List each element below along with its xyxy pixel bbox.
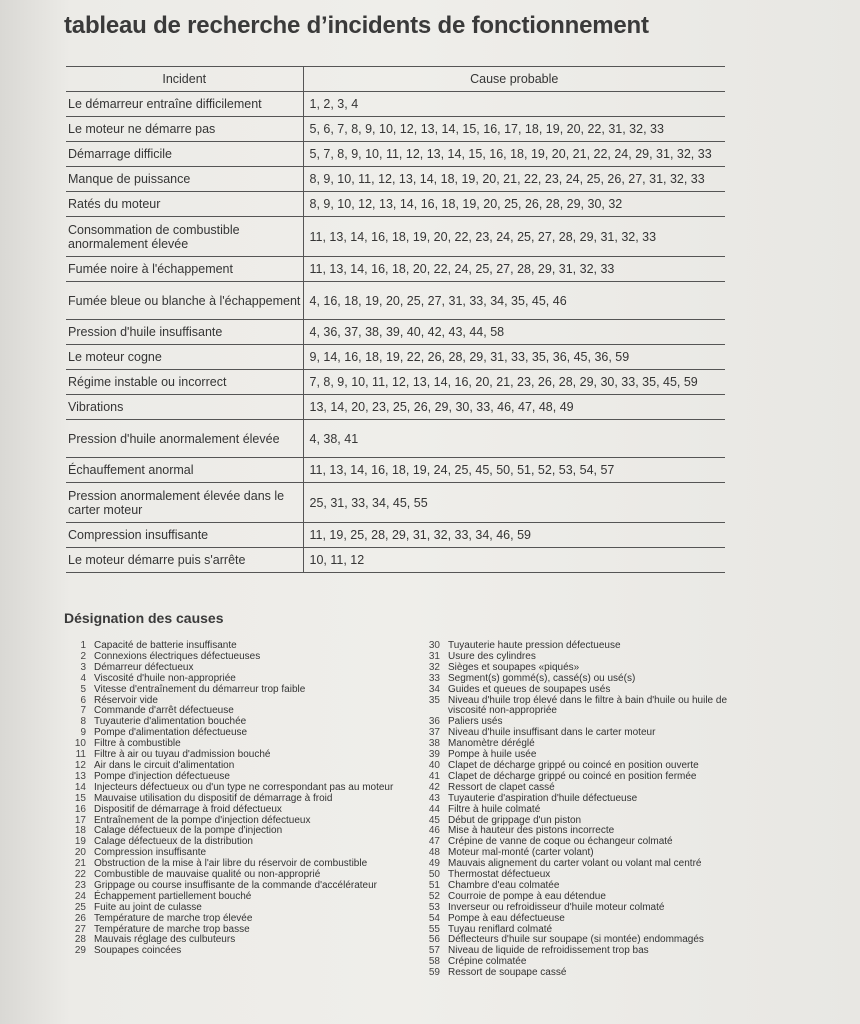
cause-text: Crépine colmatée [448,956,527,968]
cause-text: Démarreur défectueux [94,661,194,673]
cause-text: Capacité de batterie insuffisante [94,640,237,651]
cause-number: 52 [428,890,440,902]
cause-number: 40 [428,759,440,771]
incident-cell: Consommation de combustible anormalement élevée [66,217,303,257]
list-item [64,914,394,925]
cause-text: Grippage ou course insuffisante de la commande d'accélérateur [94,879,378,891]
cause-number: 34 [428,683,440,695]
cause-text: Mauvais réglage des culbuteurs [94,934,236,946]
cause-text: Connexions électriques défectueuses [94,650,261,662]
cause-text: Ressort de soupape cassé [448,967,567,979]
cause-cell: 11, 19, 25, 28, 29, 31, 32, 33, 34, 46, 59 [303,523,725,548]
incident-cell: Le moteur ne démarre pas [66,117,303,142]
cause-number: 36 [428,716,440,728]
cause-number: 48 [428,847,440,859]
cause-text: Niveau de liquide de refroidissement trop bas [448,945,649,957]
cause-text: Obstruction de la mise à l'air libre du réservoir de combustible [94,858,368,870]
cause-text: Guides et queues de soupapes usés [448,683,611,695]
incident-cell: Compression insuffisante [66,523,303,548]
cause-text: Tuyau reniflard colmaté [448,923,553,935]
cause-cell: 7, 8, 9, 10, 11, 12, 13, 14, 16, 20, 21, 23, 26, 28, 29, 30, 33, 35, 45, 59 [303,370,725,395]
cause-text: Vitesse d'entraînement du démarreur trop faible [94,683,306,695]
cause-number: 27 [74,923,86,935]
cause-number: 1 [80,640,86,651]
cause-cell: 10, 11, 12 [303,548,725,573]
list-item [64,946,394,957]
cause-cell: 9, 14, 16, 18, 19, 22, 26, 28, 29, 31, 33, 35, 36, 45, 36, 59 [303,345,725,370]
cause-number: 37 [428,727,440,739]
cause-number: 29 [74,945,86,957]
cause-number: 12 [74,759,86,771]
cause-text: Début de grippage d'un piston [448,814,582,826]
cause-number: 7 [80,705,86,717]
cause-cell: 8, 9, 10, 11, 12, 13, 14, 18, 19, 20, 21, 22, 23, 24, 25, 26, 27, 31, 32, 33 [303,167,725,192]
cause-number: 6 [80,694,86,706]
cause-number: 43 [428,792,440,804]
cause-text: Calage défectueux de la pompe d'injection [94,825,283,837]
cause-number: 33 [428,672,440,684]
cause-number: 57 [428,945,440,957]
list-item [418,674,748,685]
incident-cell: Le moteur démarre puis s'arrête [66,548,303,573]
cause-text: Crépine de vanne de coque ou échangeur colmaté [448,836,673,848]
table-row [66,483,725,523]
cause-text: Pompe à eau défectueuse [448,912,565,924]
cause-text: Mise à hauteur des pistons incorrecte [448,825,615,837]
incident-cell: Fumée noire à l'échappement [66,257,303,282]
cause-number: 8 [80,716,86,728]
cause-number: 47 [428,836,440,848]
table-row [66,370,725,395]
incident-cell: Pression d'huile anormalement élevée [66,420,303,458]
list-item [64,794,394,805]
cause-text: Compression insuffisante [94,847,207,859]
table-row [66,458,725,483]
incident-cell: Manque de puissance [66,167,303,192]
incident-cell: Ratés du moteur [66,192,303,217]
cause-text: Thermostat défectueux [448,869,551,881]
cause-cell: 4, 16, 18, 19, 20, 25, 27, 31, 33, 34, 35, 45, 46 [303,282,725,320]
cause-text: Tuyauterie haute pression défectueuse [448,640,621,651]
incident-cell: Échauffement anormal [66,458,303,483]
cause-number: 58 [428,956,440,968]
cause-text: Commande d'arrêt défectueuse [94,705,234,717]
table-header-row [66,67,725,92]
table-row [66,395,725,420]
cause-text: Entraînement de la pompe d'injection défectueux [94,814,311,826]
cause-text: Moteur mal-monté (carter volant) [448,847,594,859]
cause-text: Filtre à air ou tuyau d'admission bouché [94,749,271,761]
cause-cell: 4, 38, 41 [303,420,725,458]
header-incident: Incident [66,67,303,92]
cause-cell: 11, 13, 14, 16, 18, 19, 20, 22, 23, 24, 25, 27, 28, 29, 31, 32, 33 [303,217,725,257]
cause-text: Mauvais alignement du carter volant ou volant mal centré [448,858,702,870]
list-item [64,805,394,816]
cause-text: Injecteurs défectueux ou d'un type ne correspondant pas au moteur [94,781,394,793]
page-title: tableau de recherche d’incidents de fonctionnement [64,12,649,39]
cause-number: 41 [428,770,440,782]
cause-number: 10 [74,738,86,750]
table-row [66,420,725,458]
table-row [66,320,725,345]
cause-number: 25 [74,901,86,913]
cause-text: Tuyauterie d'aspiration d'huile défectueuse [448,792,638,804]
incident-table [66,66,725,573]
incident-cell: Vibrations [66,395,303,420]
cause-text: Filtre à huile colmaté [448,803,541,815]
cause-number: 38 [428,738,440,750]
cause-number: 45 [428,814,440,826]
cause-cell: 11, 13, 14, 16, 18, 19, 24, 25, 45, 50, 51, 52, 53, 54, 57 [303,458,725,483]
table-row [66,523,725,548]
cause-cell: 11, 13, 14, 16, 18, 20, 22, 24, 25, 27, 28, 29, 31, 32, 33 [303,257,725,282]
cause-text: Segment(s) gommé(s), cassé(s) ou usé(s) [448,672,636,684]
incident-cell: Démarrage difficile [66,142,303,167]
table-row [66,142,725,167]
table-row [66,92,725,117]
table-row [66,345,725,370]
cause-text: Pompe d'alimentation défectueuse [94,727,248,739]
cause-number: 50 [428,869,440,881]
cause-number: 13 [74,770,86,782]
cause-cell: 5, 7, 8, 9, 10, 11, 12, 13, 14, 15, 16, 18, 19, 20, 21, 22, 24, 29, 31, 32, 33 [303,142,725,167]
cause-text: Calage défectueux de la distribution [94,836,253,848]
cause-text: Filtre à combustible [94,738,181,750]
cause-text: Température de marche trop basse [94,923,250,935]
cause-number: 42 [428,781,440,793]
table-row [66,257,725,282]
cause-cell: 1, 2, 3, 4 [303,92,725,117]
cause-text: Clapet de décharge grippé ou coincé en position fermée [448,770,697,782]
list-item [418,794,748,805]
cause-number: 46 [428,825,440,837]
cause-number: 11 [75,749,86,761]
table-row [66,117,725,142]
incident-cell: Pression anormalement élevée dans le carter moteur [66,483,303,523]
incident-cell: Le moteur cogne [66,345,303,370]
cause-number: 16 [74,803,86,815]
cause-number: 39 [428,749,440,761]
cause-text: Niveau d'huile trop élevé dans le filtre à bain d'huile ou huile de viscosité non-appropriée [448,694,728,717]
cause-number: 17 [74,814,86,826]
cause-number: 59 [428,967,440,979]
cause-text: Paliers usés [448,716,503,728]
cause-number: 53 [428,901,440,913]
cause-text: Courroie de pompe à eau détendue [448,890,606,902]
cause-cell: 8, 9, 10, 12, 13, 14, 16, 18, 19, 20, 25, 26, 28, 29, 30, 32 [303,192,725,217]
cause-number: 9 [80,727,86,739]
causes-section-title: Désignation des causes [64,610,224,626]
incident-cell: Le démarreur entraîne difficilement [66,92,303,117]
cause-text: Manomètre déréglé [448,738,535,750]
cause-number: 32 [428,661,440,673]
cause-text: Niveau d'huile insuffisant dans le carter moteur [448,727,656,739]
cause-number: 30 [428,640,440,651]
cause-text: Soupapes coincées [94,945,182,957]
cause-number: 15 [74,792,86,804]
list-item [418,968,748,979]
cause-number: 5 [80,683,86,695]
cause-text: Sièges et soupapes «piqués» [448,661,580,673]
cause-text: Dispositif de démarrage à froid défectueux [94,803,282,815]
table-row [66,167,725,192]
cause-text: Ressort de clapet cassé [448,781,555,793]
list-item [64,674,394,685]
cause-number: 4 [80,672,86,684]
table-row [66,548,725,573]
cause-text: Fuite au joint de culasse [94,901,202,913]
table-row [66,192,725,217]
cause-cell: 5, 6, 7, 8, 9, 10, 12, 13, 14, 15, 16, 17, 18, 19, 20, 22, 31, 32, 33 [303,117,725,142]
cause-cell: 4, 36, 37, 38, 39, 40, 42, 43, 44, 58 [303,320,725,345]
causes-list-left [64,641,394,957]
cause-text: Tuyauterie d'alimentation bouchée [94,716,247,728]
incident-cell: Fumée bleue ou blanche à l'échappement [66,282,303,320]
incident-cell: Régime instable ou incorrect [66,370,303,395]
cause-text: Combustible de mauvaise qualité ou non-approprié [94,869,321,881]
cause-text: Clapet de décharge grippé ou coincé en position ouverte [448,759,699,771]
cause-text: Échappement partiellement bouché [94,890,252,902]
cause-text: Déflecteurs d'huile sur soupape (si montée) endommagés [448,934,704,946]
cause-number: 35 [428,694,440,706]
cause-number: 44 [428,803,440,815]
cause-text: Usure des cylindres [448,650,536,662]
cause-number: 19 [74,836,86,848]
cause-number: 2 [80,650,86,662]
list-item [418,805,748,816]
cause-number: 24 [74,890,86,902]
cause-number: 20 [74,847,86,859]
cause-number: 18 [74,825,86,837]
cause-number: 54 [428,912,440,924]
cause-text: Température de marche trop élevée [94,912,253,924]
list-item [418,914,748,925]
causes-list-right [418,641,748,979]
cause-text: Inverseur ou refroidisseur d'huile moteur colmaté [448,901,665,913]
cause-text: Pompe à huile usée [448,749,537,761]
cause-text: Pompe d'injection défectueuse [94,770,230,782]
cause-number: 23 [74,879,86,891]
cause-number: 31 [428,650,440,662]
cause-cell: 13, 14, 20, 23, 25, 26, 29, 30, 33, 46, 47, 48, 49 [303,395,725,420]
list-item [418,685,748,696]
cause-cell: 25, 31, 33, 34, 45, 55 [303,483,725,523]
cause-number: 56 [428,934,440,946]
header-cause: Cause probable [303,67,725,92]
list-item [64,685,394,696]
cause-text: Air dans le circuit d'alimentation [94,759,235,771]
incident-cell: Pression d'huile insuffisante [66,320,303,345]
cause-number: 28 [74,934,86,946]
cause-number: 3 [80,661,86,673]
cause-number: 22 [74,869,86,881]
list-item [418,696,748,718]
table-row [66,217,725,257]
cause-text: Mauvaise utilisation du dispositif de démarrage à froid [94,792,333,804]
cause-text: Réservoir vide [94,694,158,706]
cause-text: Viscosité d'huile non-appropriée [94,672,236,684]
cause-number: 51 [428,879,440,891]
cause-number: 21 [74,858,86,870]
cause-number: 14 [74,781,86,793]
cause-text: Chambre d'eau colmatée [448,879,560,891]
cause-number: 55 [428,923,440,935]
cause-number: 49 [428,858,440,870]
cause-number: 26 [74,912,86,924]
table-row [66,282,725,320]
